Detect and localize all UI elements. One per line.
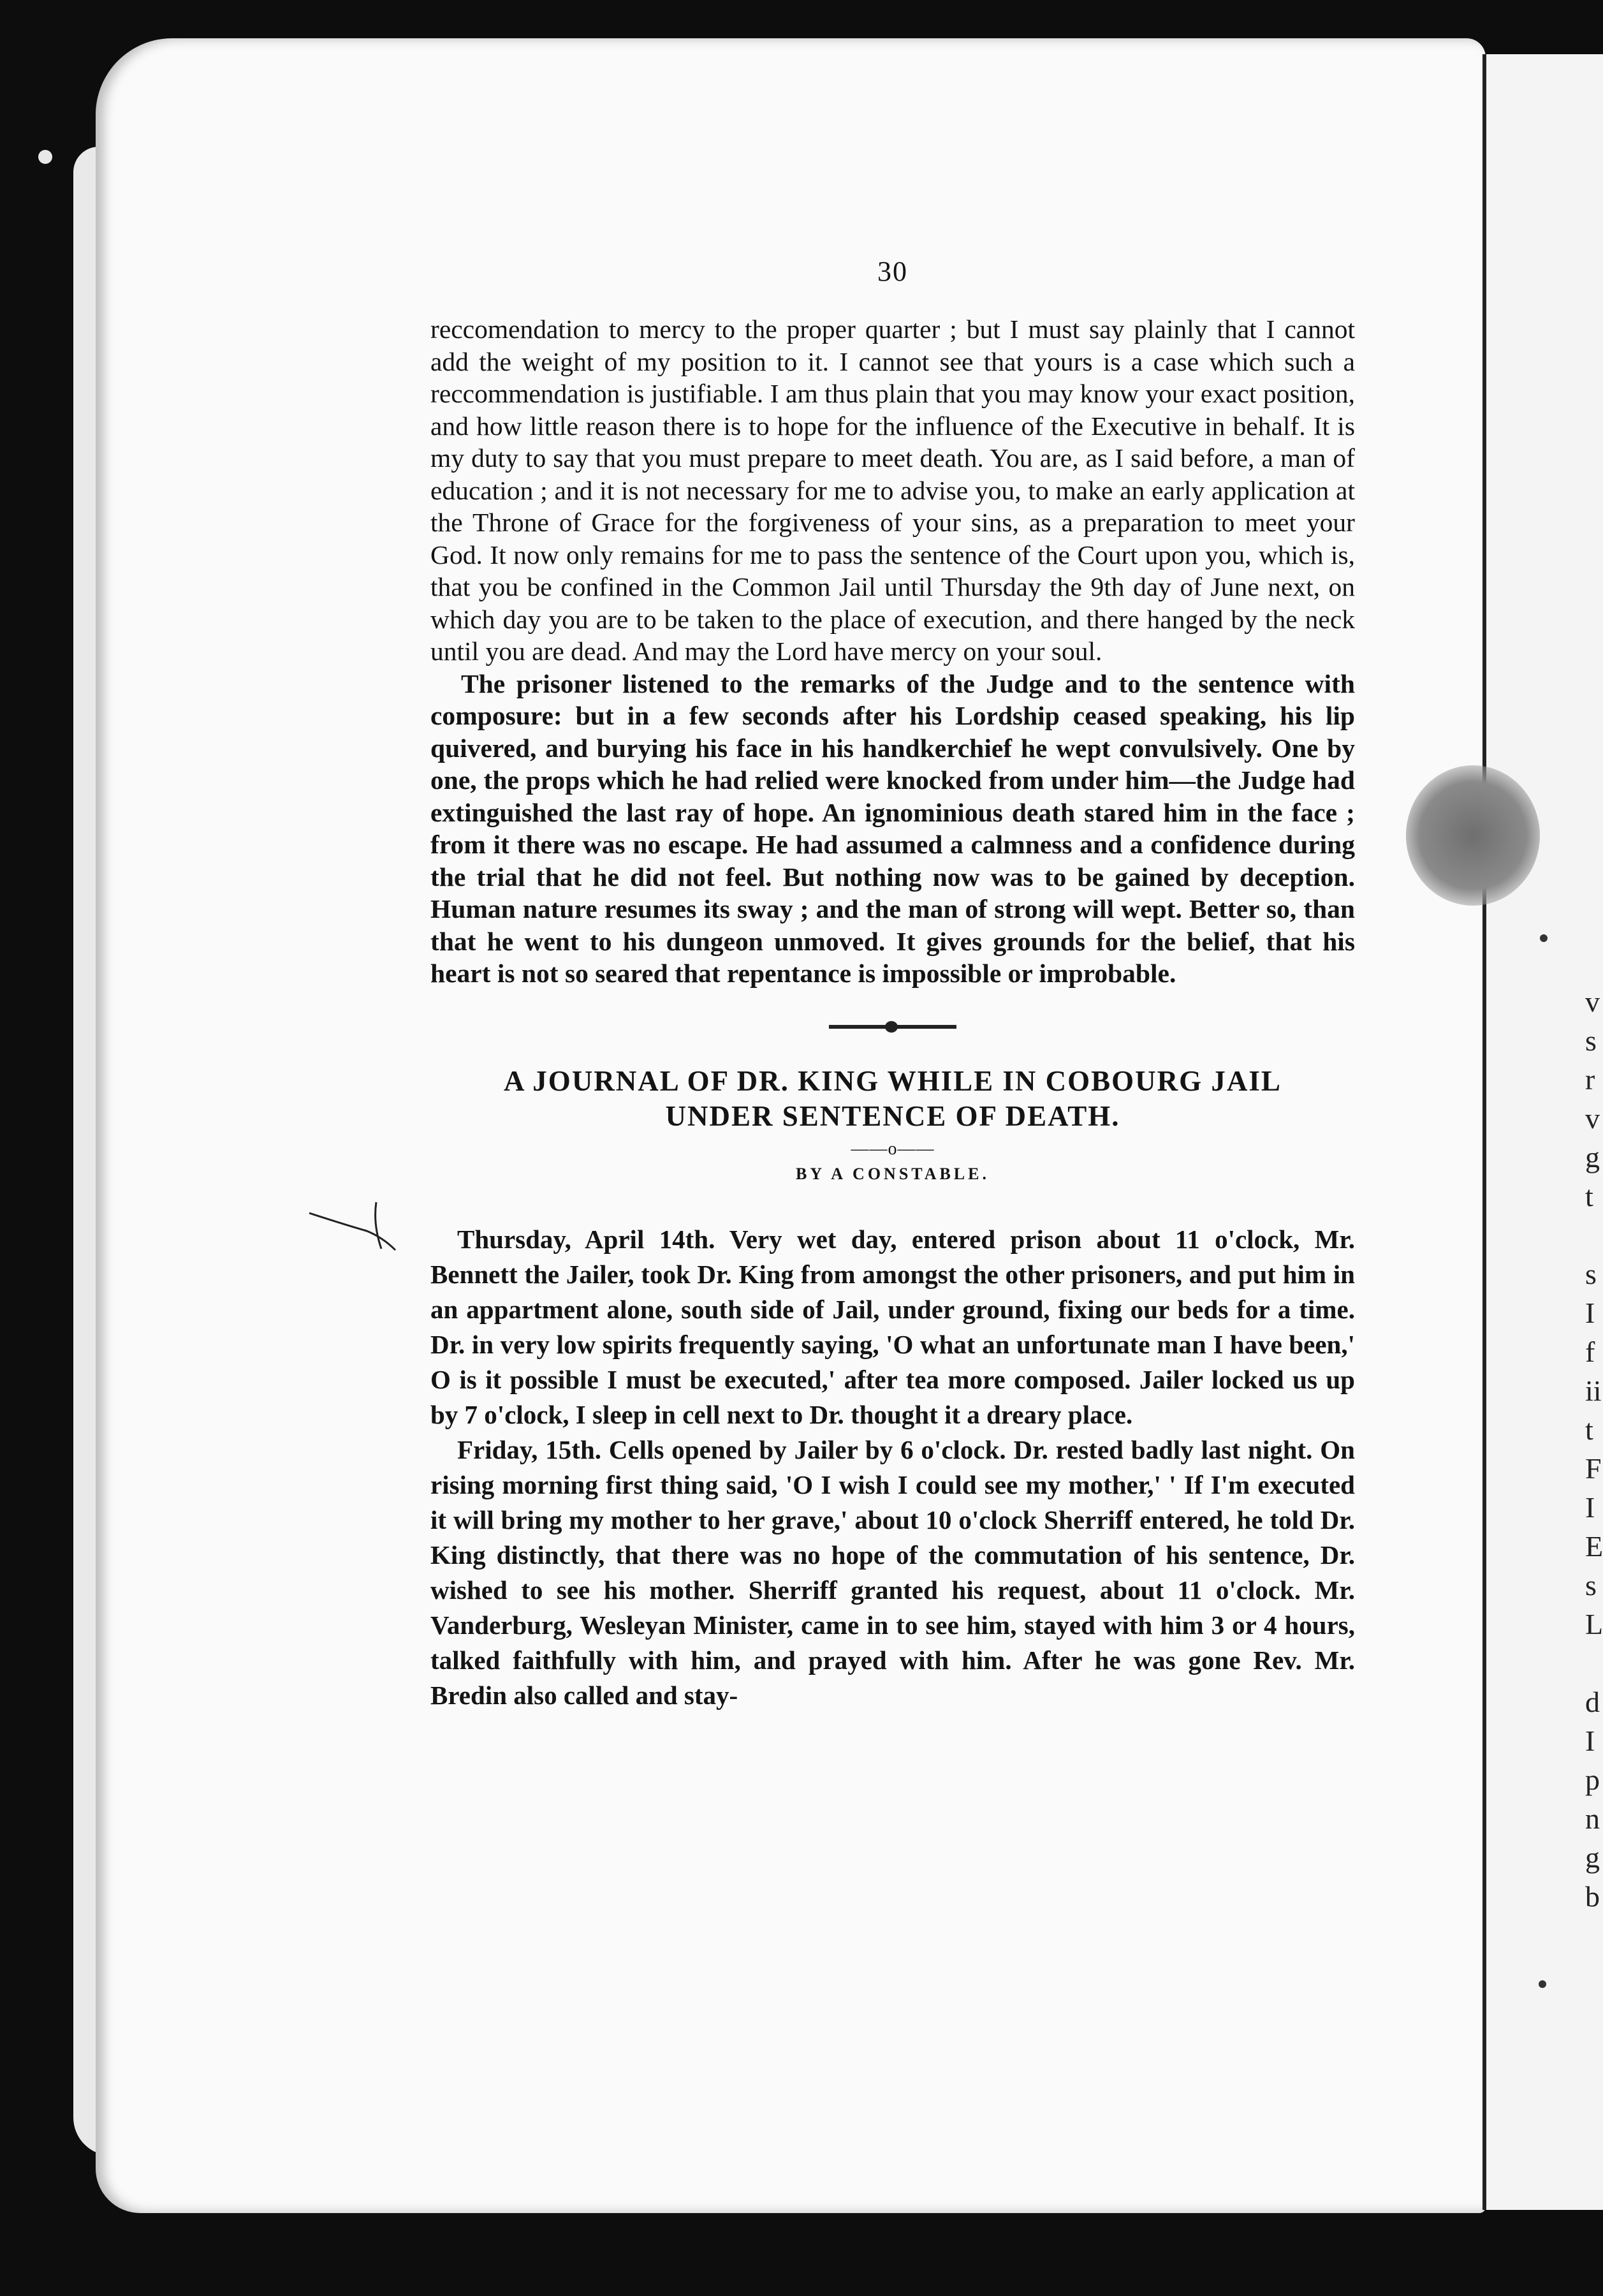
journal-entry-friday: Friday, 15th. Cells opened by Jailer by 6 o'clock. Dr. rested badly last night. On rising morning first thing said, 'O I wish I could see my mother,' ' If I'm executed it will bring my mother to her grave,' about 10 o'clock Sherriff entered, he told Dr. King distinctly, that there was no hope of the commutation of his sentence, Dr. wished to see his mother. Sherriff granted his request, about 11 o'clock. Mr. Vanderburg, Wesleyan Minister, came in to see him, stayed with him 3 or 4 hours, talked faithfully with him, and prayed with him. After he was gone Rev. Mr. Bredin also called and stay- bbox=[430, 1434, 1355, 1710]
margin-pen-mark bbox=[306, 1199, 402, 1256]
byline: BY A CONSTABLE. bbox=[795, 1164, 990, 1183]
facing-page-letter: r bbox=[1585, 1063, 1595, 1096]
facing-page-letter: s bbox=[1585, 1024, 1597, 1057]
facing-page-letter: b bbox=[1585, 1880, 1600, 1913]
facing-page-text bbox=[1585, 982, 1603, 1916]
facing-page-letter: s bbox=[1585, 1258, 1597, 1290]
facing-page-letter: L bbox=[1585, 1608, 1603, 1640]
facing-page-letter: t bbox=[1585, 1413, 1593, 1446]
facing-page-letter bbox=[1585, 1216, 1599, 1255]
judge-remarks-paragraph: reccomendation to mercy to the proper quarter ; but I must say plainly that I cannot add the weight of my position to it. I cannot see that yours is a case which such a reccommendation is justifiable. I am thus plain that you may know your exact position, and how little reason there is to hope for the influence of the Executive in behalf. It is my duty to say that you must prepare to meet death. You are, as I said before, a man of education ; and it is not necessary for me to advise you, to make an early application at the Throne of Grace for the forgiveness of your sins, as a preparation to meet your God. It now only remains for me to pass the sentence of the Court upon you, which is, that you be confined in the Common Jail until Thursday the 9th day of June next, on which day you are to be taken to the place of execution, and there hanged by the neck until you are dead. And may the Lord have mercy on your soul. bbox=[430, 314, 1355, 666]
facing-page-letter: I bbox=[1585, 1725, 1595, 1757]
ink-stain bbox=[1406, 765, 1540, 906]
facing-page-letter: d bbox=[1585, 1686, 1600, 1718]
speck bbox=[1539, 1980, 1546, 1988]
facing-page-letter: v bbox=[1585, 985, 1600, 1018]
page-content bbox=[430, 255, 1355, 1713]
facing-page-letter: f bbox=[1585, 1336, 1595, 1368]
section-subheading: UNDER SENTENCE OF DEATH. bbox=[665, 1100, 1120, 1132]
facing-page-letter: n bbox=[1585, 1802, 1600, 1835]
facing-page-letter: p bbox=[1585, 1763, 1600, 1796]
facing-page-letter: I bbox=[1585, 1297, 1595, 1329]
prisoner-reaction-paragraph: The prisoner listened to the remarks of the Judge and to the sentence with composure: but in a few seconds after his Lordship ceased speaking, his lip quivered, and burying his face in his handkerchief he wept convulsively. One by one, the props which he had relied were knocked from under him—the Judge had extinguished the last ray of hope. An ignominious death stared him in the face ; from it there was no escape. He had assumed a calmness and a confidence during the trial that he did not feel. But nothing now was to be gained by deception. Human nature resumes its sway ; and the man of strong will wept. Better so, than that he went to his dungeon unmoved. It gives grounds for the belief, that his heart is not so seared that repentance is impossible or improbable. bbox=[430, 668, 1355, 988]
speck bbox=[38, 150, 52, 164]
speck bbox=[1540, 934, 1548, 942]
facing-page-letter: t bbox=[1585, 1180, 1593, 1212]
section-ornament bbox=[829, 1025, 956, 1029]
facing-page-letter: I bbox=[1585, 1491, 1595, 1524]
heading-divider: ——o—— bbox=[851, 1138, 935, 1159]
journal-entry-thursday: Thursday, April 14th. Very wet day, entered prison about 11 o'clock, Mr. Bennett the Jailer, took Dr. King from amongst the other prisoners, and put him in an appartment alone, south side of Jail, under ground, fixing our beds for a time. Dr. in very low spirits frequently saying, 'O what an unfortunate man I have been,' O is it possible I must be executed,' after tea more composed. Jailer locked us up by 7 o'clock, I sleep in cell next to Dr. thought it a dreary place. bbox=[430, 1224, 1355, 1429]
facing-page-letter bbox=[1585, 1644, 1599, 1682]
facing-page-letter: s bbox=[1585, 1569, 1597, 1601]
facing-page-letter: g bbox=[1585, 1141, 1600, 1174]
section-heading: A JOURNAL OF DR. KING WHILE IN COBOURG JAIL bbox=[504, 1064, 1282, 1097]
facing-page-letter: ii bbox=[1585, 1374, 1602, 1407]
facing-page-letter: E bbox=[1585, 1530, 1603, 1563]
facing-page-letter: v bbox=[1585, 1102, 1600, 1135]
page-number: 30 bbox=[877, 256, 908, 287]
facing-page-letter: g bbox=[1585, 1841, 1600, 1874]
facing-page-letter: F bbox=[1585, 1452, 1602, 1485]
